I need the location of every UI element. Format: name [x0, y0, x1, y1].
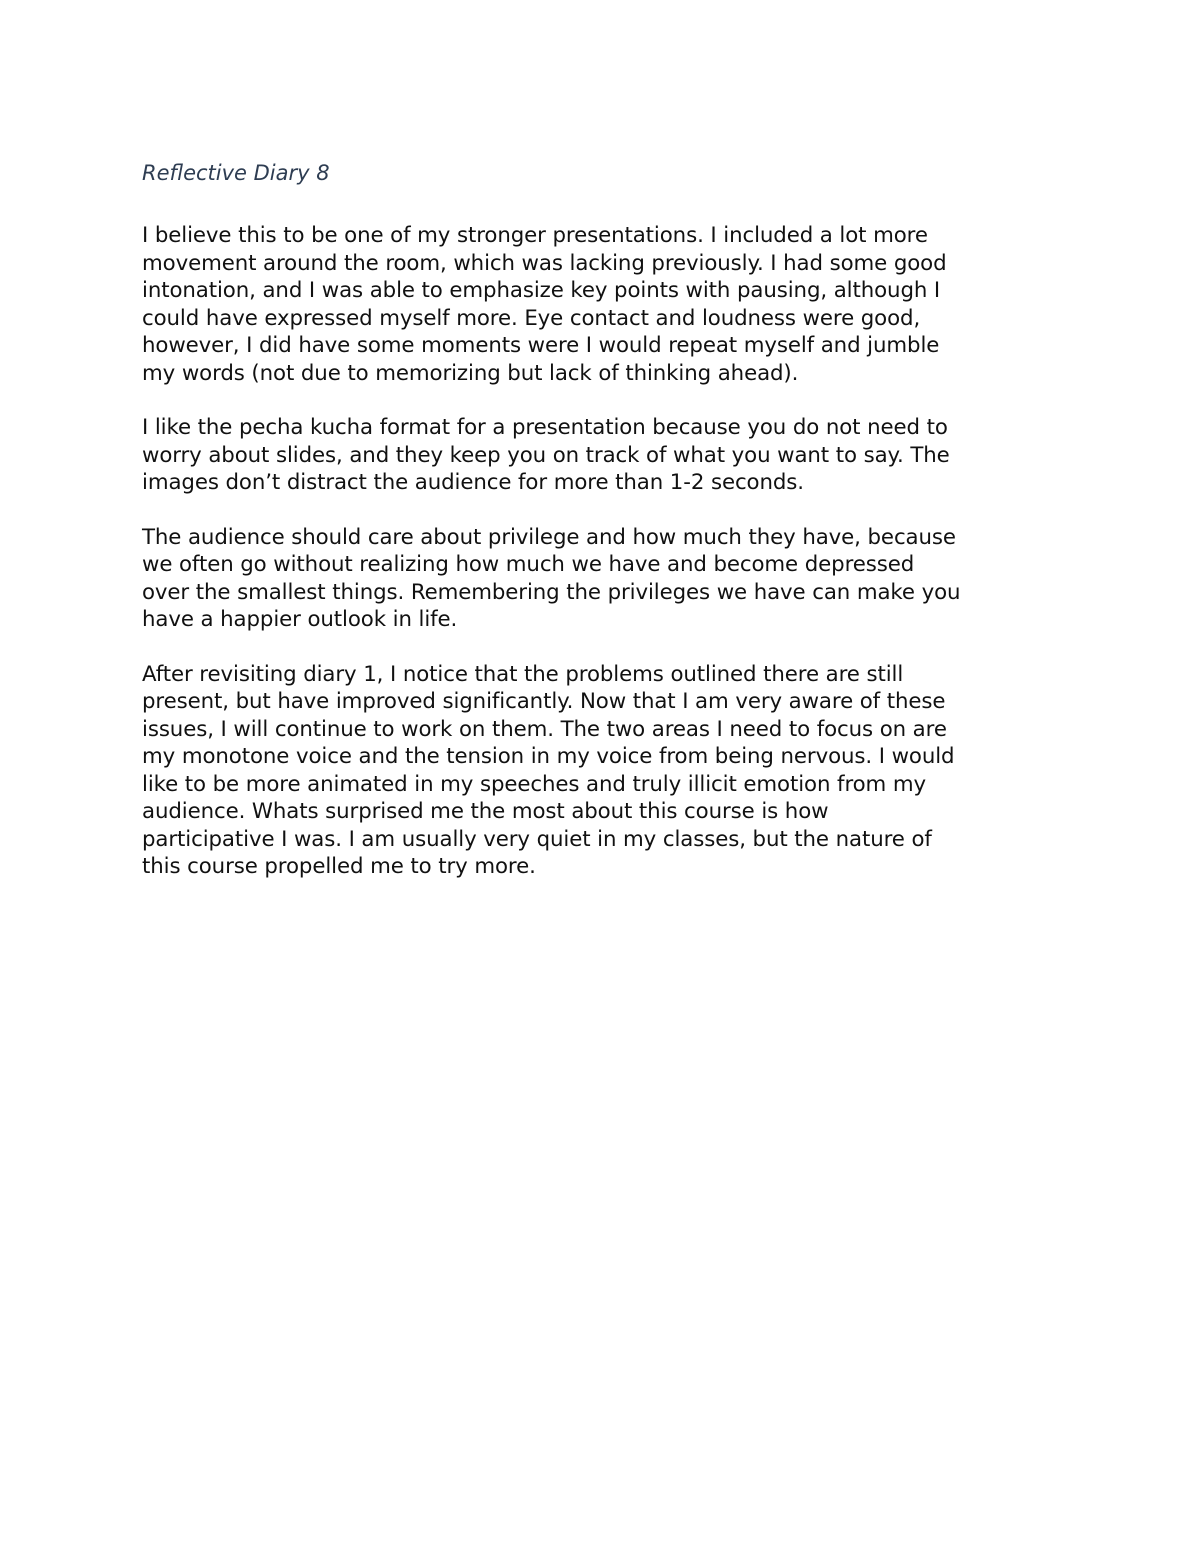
- paragraph-line: participative I was. I am usually very quiet in my classes, but the nature of: [142, 826, 932, 852]
- paragraph-3: [142, 524, 1062, 634]
- paragraph-line: worry about slides, and they keep you on track of what you want to say. The: [142, 442, 950, 468]
- paragraph-line: images don’t distract the audience for more than 1-2 seconds.: [142, 470, 804, 495]
- paragraph-line: this course propelled me to try more.: [142, 854, 536, 879]
- paragraph-line: I like the pecha kucha format for a presentation because you do not need to: [142, 415, 948, 440]
- paragraph-line: my monotone voice and the tension in my voice from being nervous. I would: [142, 744, 955, 769]
- paragraph-line: audience. Whats surprised me the most about this course is how: [142, 799, 829, 824]
- paragraph-line: I believe this to be one of my stronger presentations. I included a lot more: [142, 223, 928, 248]
- paragraph-line: movement around the room, which was lacking previously. I had some good: [142, 250, 947, 276]
- paragraph-line: present, but have improved significantly. Now that I am very aware of these: [142, 689, 946, 714]
- document-title: Reflective Diary 8: [142, 161, 330, 185]
- paragraph-line: have a happier outlook in life.: [142, 607, 458, 632]
- paragraph-line: over the smallest things. Remembering the privileges we have can make you: [142, 579, 961, 605]
- paragraph-line: could have expressed myself more. Eye contact and loudness were good,: [142, 305, 921, 331]
- paragraph-line: The audience should care about privilege and how much they have, because: [142, 524, 956, 550]
- paragraph-1: [142, 222, 1062, 387]
- paragraph-2: [142, 414, 1062, 497]
- paragraph-line: After revisiting diary 1, I notice that the problems outlined there are still: [142, 661, 904, 687]
- paragraph-4: [142, 661, 1062, 881]
- paragraph-line: we often go without realizing how much we have and become depressed: [142, 552, 915, 577]
- document-body: [142, 158, 1062, 908]
- paragraph-line: like to be more animated in my speeches and truly illicit emotion from my: [142, 771, 927, 797]
- paragraph-line: issues, I will continue to work on them. The two areas I need to focus on are: [142, 716, 947, 742]
- paragraph-line: intonation, and I was able to emphasize key points with pausing, although I: [142, 278, 941, 303]
- paragraph-line: however, I did have some moments were I would repeat myself and jumble: [142, 333, 940, 358]
- paragraph-line: my words (not due to memorizing but lack of thinking ahead).: [142, 360, 799, 386]
